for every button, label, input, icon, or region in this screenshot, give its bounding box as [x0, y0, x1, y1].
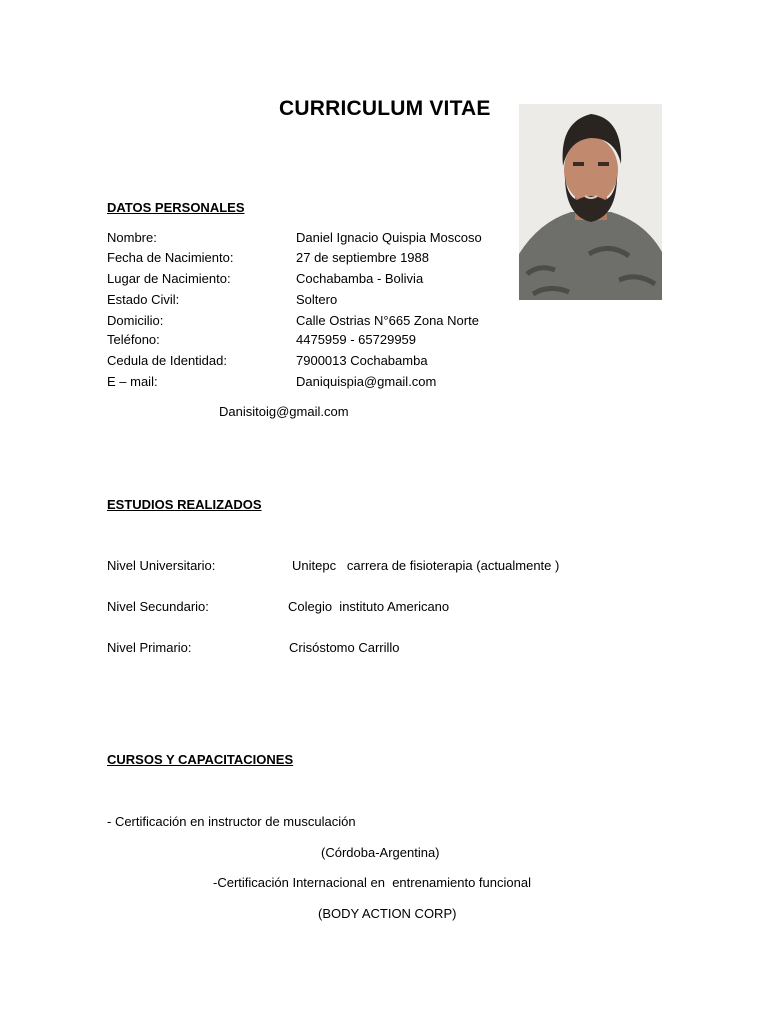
phone-label: Teléfono:	[107, 332, 160, 347]
civil-status-label: Estado Civil:	[107, 292, 180, 307]
course-location: (Córdoba-Argentina)	[321, 845, 440, 860]
birth-place-value: Cochabamba - Bolivia	[296, 271, 424, 286]
university-value: Unitepc carrera de fisioterapia (actualmente )	[292, 558, 560, 573]
courses-heading: CURSOS Y CAPACITACIONES	[107, 752, 294, 767]
secondary-value: Colegio instituto Americano	[288, 599, 450, 614]
nombre-value: Daniel Ignacio Quispia Moscoso	[296, 230, 482, 245]
primary-label: Nivel Primario:	[107, 640, 192, 655]
studies-heading: ESTUDIOS REALIZADOS	[107, 497, 262, 512]
university-label: Nivel Universitario:	[107, 558, 216, 573]
profile-photo	[519, 104, 662, 300]
id-card-label: Cedula de Identidad:	[107, 353, 227, 368]
birth-place-label: Lugar de Nacimiento:	[107, 271, 231, 286]
course-item: -Certificación Internacional en entrenamiento funcional	[213, 875, 531, 890]
address-value: Calle Ostrias N°665 Zona Norte	[296, 313, 479, 328]
id-card-value: 7900013 Cochabamba	[296, 353, 428, 368]
phone-value: 4475959 - 65729959	[296, 332, 417, 347]
nombre-label: Nombre:	[107, 230, 157, 245]
course-item: - Certificación en instructor de musculación	[107, 814, 356, 829]
email-value: Daniquispia@gmail.com	[296, 374, 437, 389]
civil-status-value: Soltero	[296, 292, 338, 307]
birth-date-label: Fecha de Nacimiento:	[107, 250, 234, 265]
personal-data-heading: DATOS PERSONALES	[107, 200, 245, 215]
page-title: CURRICULUM VITAE	[279, 97, 491, 120]
address-label: Domicilio:	[107, 313, 164, 328]
secondary-label: Nivel Secundario:	[107, 599, 209, 614]
birth-date-value: 27 de septiembre 1988	[296, 250, 429, 265]
email-secondary-value: Danisitoig@gmail.com	[219, 404, 349, 419]
email-label: E – mail:	[107, 374, 158, 389]
course-provider: (BODY ACTION CORP)	[318, 906, 457, 921]
primary-value: Crisóstomo Carrillo	[289, 640, 400, 655]
